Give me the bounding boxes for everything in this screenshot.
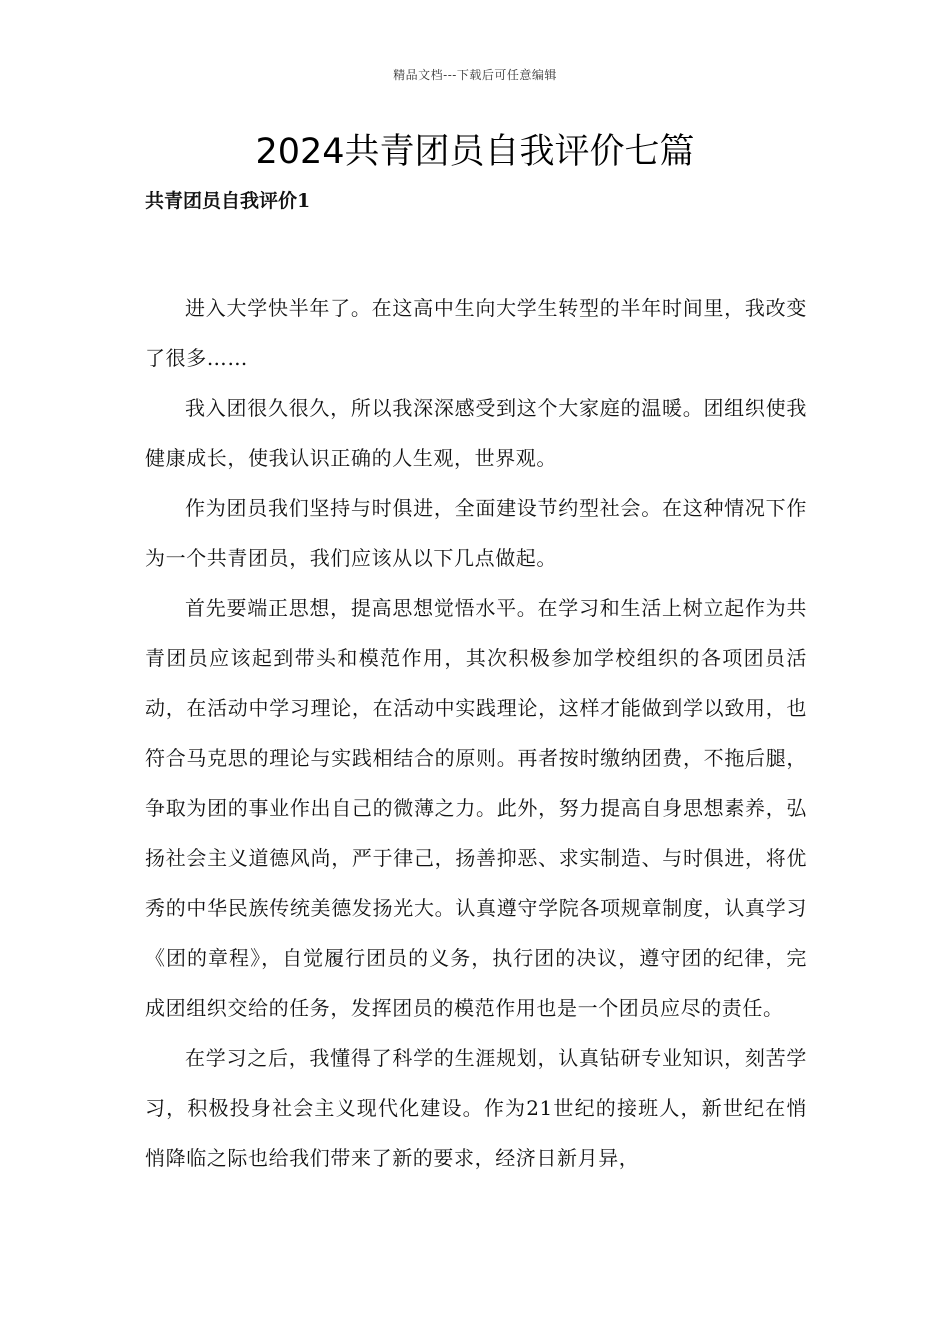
paragraph: 首先要端正思想，提高思想觉悟水平。在学习和生活上树立起作为共青团员应该起到带头和模范作用，其次积极参加学校组织的各项团员活动，在活动中学习理论，在活动中实践理论，这样才能做到学以致用，也符合马克思的理论与实践相结合的原则。再者按时缴纳团费，不拖后腿，争取为团的事业作出自己的微薄之力。此外，努力提高自身思想素养，弘扬社会主义道德风尚，严于律己，扬善抑恶、求实制造、与时俱进，将优秀的中华民族传统美德发扬光大。认真遵守学院各项规章制度，认真学习《团的章程》，自觉履行团员的义务，执行团的决议，遵守团的纪律，完成团组织交给的任务，发挥团员的模范作用也是一个团员应尽的责任。 — [145, 596, 807, 1020]
document-title: 2024共青团员自我评价七篇 — [255, 132, 695, 172]
document-body — [145, 283, 807, 1183]
section-heading: 共青团员自我评价1 — [145, 190, 311, 212]
paragraph: 作为团员我们坚持与时俱进，全面建设节约型社会。在这种情况下作为一个共青团员，我们应该从以下几点做起。 — [145, 496, 807, 570]
paragraph: 进入大学快半年了。在这高中生向大学生转型的半年时间里，我改变了很多…… — [145, 296, 807, 370]
header-note: 精品文档---下载后可任意编辑 — [393, 68, 557, 82]
paragraph: 我入团很久很久，所以我深深感受到这个大家庭的温暖。团组织使我健康成长，使我认识正确的人生观，世界观。 — [145, 396, 807, 470]
paragraph: 在学习之后，我懂得了科学的生涯规划，认真钻研专业知识，刻苦学习，积极投身社会主义现代化建设。作为21世纪的接班人，新世纪在悄悄降临之际也给我们带来了新的要求，经济日新月异， — [145, 1046, 807, 1170]
